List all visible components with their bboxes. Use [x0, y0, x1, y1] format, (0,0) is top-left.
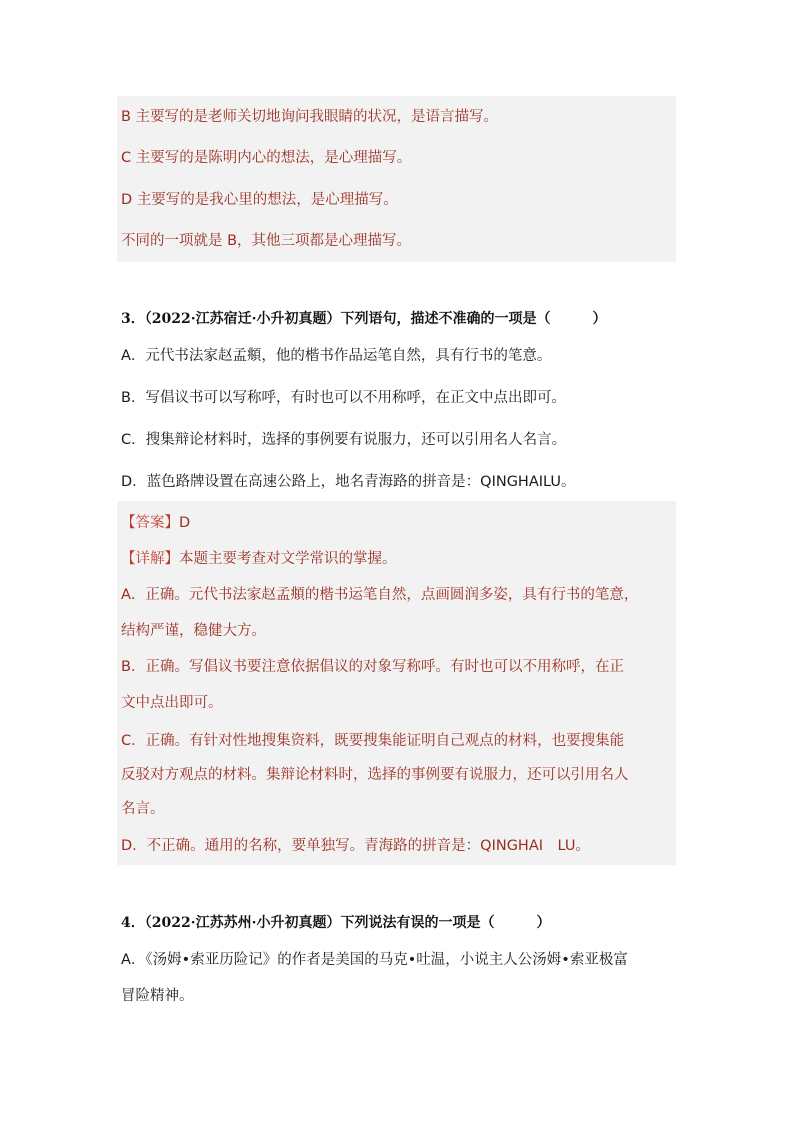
detail-intro: 本题主要考查对文学常识的掌握。 — [179, 551, 397, 567]
question-4-option-a-line: 冒险精神。 — [121, 988, 194, 1004]
explanation-line: 名言。 — [121, 801, 165, 817]
question-3-option-d: D．蓝色路牌设置在高速公路上，地名青海路的拼音是：QINGHAILU。 — [121, 474, 576, 490]
answer-tag: 【答案】 — [121, 515, 179, 531]
question-4-title: 4．（2022·江苏苏州·小升初真题）下列说法有误的一项是（ ） — [121, 915, 551, 931]
question-3-option-b: B．写倡议书可以写称呼，有时也可以不用称呼，在正文中点出即可。 — [121, 390, 566, 406]
answer-value: D — [179, 515, 191, 531]
answer-row — [121, 513, 190, 533]
analysis-line-c: C 主要写的是陈明内心的想法，是心理描写。 — [121, 150, 412, 166]
explanation-line: 反驳对方观点的材料。集辩论材料时，选择的事例要有说服力，还可以引用名人 — [121, 767, 629, 783]
question-4-option-a-line: A．《汤姆•索亚历险记》的作者是美国的马克•吐温，小说主人公汤姆•索亚极富 — [121, 952, 628, 968]
analysis-line-d: D 主要写的是我心里的想法，是心理描写。 — [121, 192, 398, 208]
explanation-line: B．正确。写倡议书要注意依据倡议的对象写称呼。有时也可以不用称呼，在正 — [121, 659, 624, 675]
explanation-line: D．不正确。通用的名称，要单独写。青海路的拼音是：QINGHAI LU。 — [121, 838, 591, 854]
detail-row — [121, 549, 397, 569]
analysis-line-b: B 主要写的是老师关切地询问我眼睛的状况，是语言描写。 — [121, 109, 499, 125]
explanation-line: C．正确。有针对性地搜集资料，既要搜集能证明自己观点的材料，也要搜集能 — [121, 733, 625, 749]
question-3-title: 3．（2022·江苏宿迁·小升初真题）下列语句，描述不准确的一项是（ ） — [121, 311, 607, 327]
question-3-option-a: A．元代书法家赵孟頫，他的楷书作品运笔自然，具有行书的笔意。 — [121, 348, 552, 364]
question-3-option-c: C．搜集辩论材料时，选择的事例要有说服力，还可以引用名人名言。 — [121, 432, 567, 448]
explanation-line: A．正确。元代书法家赵孟頫的楷书运笔自然，点画圆润多姿，具有行书的笔意， — [121, 587, 639, 603]
analysis-conclusion: 不同的一项就是 B，其他三项都是心理描写。 — [121, 233, 412, 249]
explanation-line: 文中点出即可。 — [121, 695, 223, 711]
explanation-line: 结构严谨，稳健大方。 — [121, 623, 266, 639]
detail-tag: 【详解】 — [121, 551, 179, 567]
